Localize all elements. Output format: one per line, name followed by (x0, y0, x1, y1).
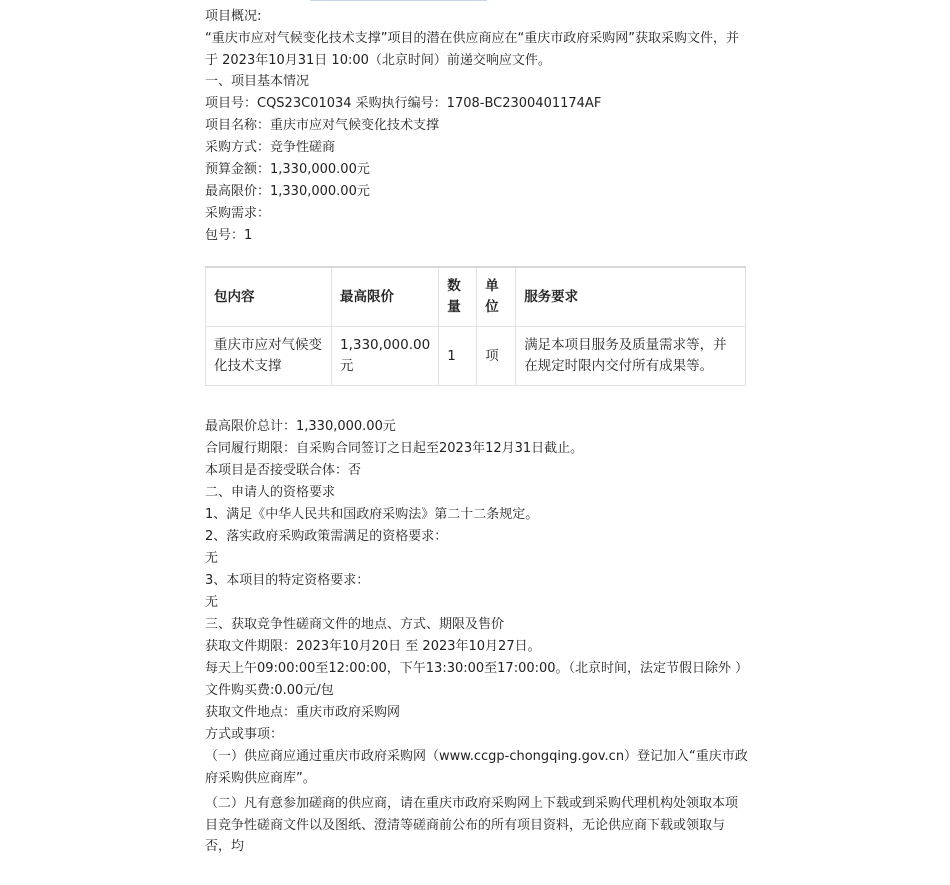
requirement-1: 1、满足《中华人民共和国政府采购法》第二十二条规定。 (205, 507, 539, 522)
total-max-price: 最高限价总计：1,330,000.00元 (205, 419, 396, 434)
header-unit: 单位 (477, 267, 516, 327)
documents-period: 获取文件期限：2023年10月20日 至 2023年10月27日。 (205, 639, 541, 654)
header-service: 服务要求 (516, 267, 746, 327)
documents-method: 方式或事项： (205, 727, 284, 742)
budget-amount: 预算金额：1,330,000.00元 (205, 162, 370, 177)
cell-service: 满足本项目服务及质量需求等，并在规定时限内交付所有成果等。 (516, 327, 746, 386)
documents-fee: 文件购买费:0.00元/包 (205, 683, 334, 698)
documents-hours: 每天上午09:00:00至12:00:00，下午13:30:00至17:00:00。（北京时间，法定节假日除外 ） (205, 661, 749, 676)
requirement-3-value: 无 (205, 595, 219, 610)
header-content: 包内容 (206, 267, 332, 327)
documents-heading: 三、获取竞争性磋商文件的地点、方式、期限及售价 (205, 617, 505, 632)
announcement-body (205, 0, 750, 858)
package-number: 包号：1 (205, 228, 253, 243)
project-number: 项目号：CQS23C01034 采购执行编号：1708-BC2300401174AF (205, 96, 602, 111)
requirements-heading: 二、申请人的资格要求 (205, 485, 336, 500)
package-table (205, 266, 746, 386)
documents-item-1: （一）供应商应通过重庆市政府采购网（www.ccgp-chongqing.gov.cn）登记加入“重庆市政府采购供应商库”。 (205, 749, 748, 786)
max-price: 最高限价：1,330,000.00元 (205, 184, 370, 199)
contract-term: 合同履行期限：自采购合同签订之日起至2023年12月31日截止。 (205, 441, 584, 456)
header-quantity: 数量 (439, 267, 477, 327)
requirement-3: 3、本项目的特定资格要求： (205, 573, 370, 588)
documents-place: 获取文件地点：重庆市政府采购网 (205, 705, 401, 720)
project-name: 项目名称：重庆市应对气候变化技术支撑 (205, 118, 440, 133)
table-header-row (206, 267, 746, 327)
overview-paragraph: “重庆市应对气候变化技术支撑”项目的潜在供应商应在“重庆市政府采购网”获取采购文件，并于 2023年10月31日 10:00（北京时间）前递交响应文件。 (205, 31, 739, 68)
procurement-demand: 采购需求： (205, 206, 271, 221)
basic-info-heading: 一、项目基本情况 (205, 74, 310, 89)
cell-content: 重庆市应对气候变化技术支撑 (206, 327, 332, 386)
table-row (206, 327, 746, 386)
overview-heading: 项目概况: (205, 9, 262, 24)
requirement-2-value: 无 (205, 551, 219, 566)
documents-item-2: （二）凡有意参加磋商的供应商，请在重庆市政府采购网上下载或到采购代理机构处领取本项目竞争性磋商文件以及图纸、澄清等磋商前公布的所有项目资料，无论供应商下载或领取与否，均 (205, 796, 739, 854)
procurement-method: 采购方式：竞争性磋商 (205, 140, 336, 155)
requirement-2: 2、落实政府采购政策需满足的资格要求： (205, 529, 448, 544)
consortium-accepted: 本项目是否接受联合体：否 (205, 463, 362, 478)
header-max-price: 最高限价 (332, 267, 439, 327)
cell-quantity: 1 (439, 327, 477, 386)
cell-max-price: 1,330,000.00元 (332, 327, 439, 386)
cell-unit: 项 (477, 327, 516, 386)
